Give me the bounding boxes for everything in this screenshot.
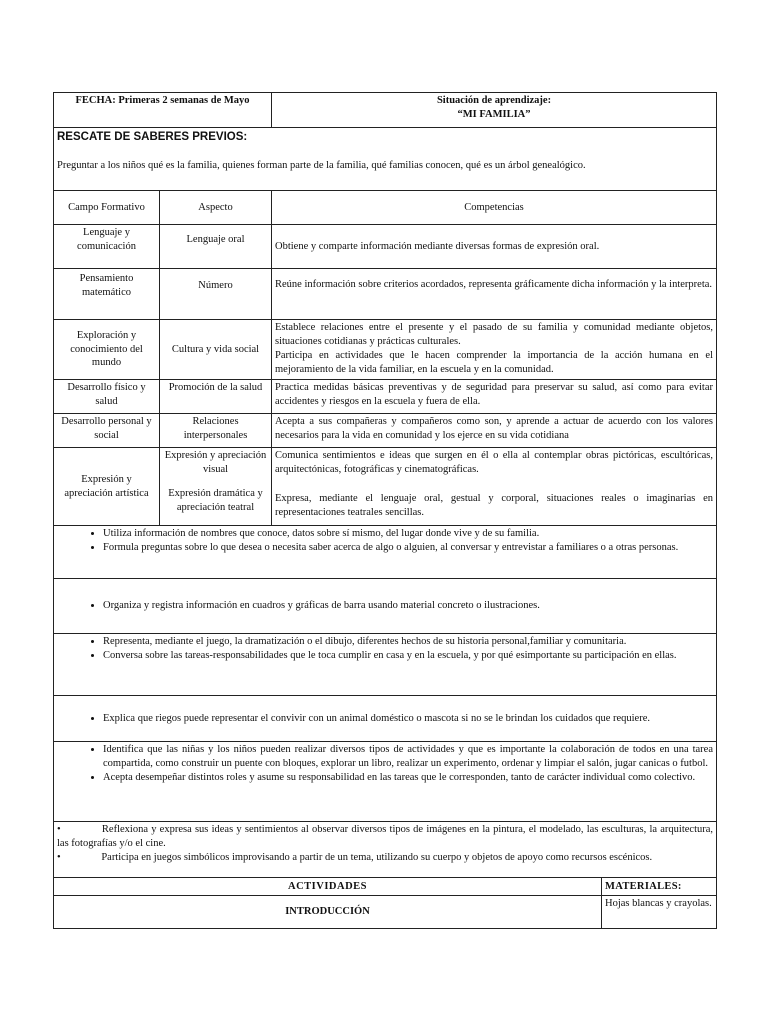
aprendizajes-personal: [54, 742, 717, 822]
row-artistica: [54, 448, 717, 526]
rescate-text: Preguntar a los niños qué es la familia, quienes forman parte de la familia, qué familias conocen, qué es un árbol genealógico.: [57, 160, 586, 172]
bullet-glyph: •: [57, 824, 61, 835]
aspecto-salud: Promoción de la salud: [160, 380, 272, 414]
row-salud: [54, 380, 717, 414]
campo-lenguaje: Lenguaje y comunicación: [54, 225, 160, 269]
aprendizajes-pensamiento-row: [54, 579, 717, 634]
introduccion-row: [54, 896, 717, 929]
actividades-header: ACTIVIDADES: [54, 878, 602, 896]
list-item: • Identifica que las niñas y los niños pueden realizar diversos tipos de actividades y que es importante la colaboración de todos en una tarea compartida, como construir un puente con bloques, explorar un libro, realizar un experimento, ordenar y limpiar el salón, jugar canicas o futbol.: [103, 743, 713, 771]
aprendizajes-lenguaje: [54, 526, 717, 579]
actividades-header-row: [54, 878, 717, 896]
situacion-title: “MI FAMILIA”: [457, 108, 531, 120]
aspecto-lenguaje: Lenguaje oral: [160, 225, 272, 269]
aspecto-header: Aspecto: [160, 191, 272, 225]
aprendizajes-lenguaje-row: [54, 526, 717, 579]
row-pensamiento: [54, 269, 717, 320]
planning-sheet: [53, 92, 716, 929]
list-item: • Participa en juegos simbólicos improvisando a partir de un tema, utilizando su cuerpo y objetos de apoyo como recursos escénicos.: [57, 851, 653, 863]
aspecto-artistica-1: Expresión y apreciación visual: [164, 450, 267, 475]
competencia-exploracion: [272, 320, 717, 380]
competencia-pensamiento: Reúne información sobre criterios acordados, representa gráficamente dicha información y la interpreta.: [272, 269, 717, 320]
header-row: [54, 93, 717, 128]
aprendizajes-personal-list: [57, 743, 713, 785]
list-item: • Conversa sobre las tareas-responsabilidades que le toca cumplir en casa y en la escuela, y por qué esimportante su participación en ellas.: [103, 649, 713, 663]
aprendizajes-pensamiento: [54, 579, 717, 634]
list-item: • Explica que riegos puede representar el convivir con un animal doméstico o mascota si no se le brindan los cuidados que requiere.: [103, 712, 713, 726]
aprendizajes-salud-list: [57, 712, 713, 726]
row-lenguaje: [54, 225, 717, 269]
rescate-row: [54, 128, 717, 191]
competencia-artistica-1: Comunica sentimientos e ideas que surgen en él o ella al contemplar obras pictóricas, escultóricas, arquitectónicas, fotográficas y cinematográficas.: [275, 450, 714, 475]
aspecto-artistica: [160, 448, 272, 526]
aspecto-personal: Relaciones interpersonales: [160, 414, 272, 448]
competencias-header-row: [54, 191, 717, 225]
fecha-text: FECHA: Primeras 2 semanas de Mayo: [75, 95, 250, 106]
introduccion-cell: INTRODUCCIÓN: [54, 896, 602, 929]
aprendizajes-artistica-row: [54, 822, 717, 878]
aprendizajes-salud: [54, 696, 717, 742]
competencia-exploracion-1: Establece relaciones entre el presente y el pasado de su familia y comunidad mediante objetos, situaciones cotidianas y prácticas culturales.: [275, 322, 714, 347]
row-personal: [54, 414, 717, 448]
list-item: • Representa, mediante el juego, la dramatización o el dibujo, diferentes hechos de su historia personal,familiar y comunitaria.: [103, 635, 713, 649]
fecha-cell: [54, 93, 272, 128]
situacion-cell: [272, 93, 717, 128]
campo-pensamiento: Pensamiento matemático: [54, 269, 160, 320]
situacion-label: Situación de aprendizaje:: [436, 95, 552, 106]
aprendizajes-personal-row: [54, 742, 717, 822]
materiales-header: MATERIALES:: [602, 878, 717, 896]
competencia-exploracion-2: Participa en actividades que le hacen comprender la importancia de la acción humana en el mejoramiento de la vida familiar, en la escuela y en la comunidad.: [275, 349, 714, 375]
competencia-lenguaje: Obtiene y comparte información mediante diversas formas de expresión oral.: [272, 225, 717, 269]
campo-personal: Desarrollo personal y social: [54, 414, 160, 448]
list-item: • Acepta desempeñar distintos roles y asume su responsabilidad en las tareas que le corresponden, tanto de carácter individual como colectivo.: [103, 771, 713, 785]
list-item: • Formula preguntas sobre lo que desea o necesita saber acerca de algo o alguien, al conversar y entrevistar a familiares o a otras personas.: [103, 541, 713, 555]
campo-exploracion: Exploración y conocimiento del mundo: [54, 320, 160, 380]
aprendizajes-salud-row: [54, 696, 717, 742]
aspecto-exploracion: Cultura y vida social: [160, 320, 272, 380]
planning-table: [53, 92, 717, 929]
list-item: • Reflexiona y expresa sus ideas y sentimientos al observar diversos tipos de imágenes en la pintura, el modelado, las esculturas, la arquitectura, las fotografías y/o el cine.: [57, 824, 714, 849]
competencia-artistica: [272, 448, 717, 526]
aspecto-artistica-2: Expresión dramática y apreciación teatral: [168, 487, 263, 513]
materiales-cell: Hojas blancas y crayolas.: [602, 896, 717, 929]
aprendizajes-lenguaje-list: [57, 527, 713, 555]
aprendizajes-exploracion-list: [57, 635, 713, 663]
competencia-personal: Acepta a sus compañeras y compañeros como son, y aprende a actuar de acuerdo con los valores necesarios para la vida en comunidad y los ejerce en su vida cotidiana: [272, 414, 717, 448]
rescate-title: RESCATE DE SABERES PREVIOS:: [57, 131, 248, 143]
list-item: • Organiza y registra información en cuadros y gráficas de barra usando material concreto o ilustraciones.: [103, 599, 713, 613]
competencia-salud: Practica medidas básicas preventivas y de seguridad para preservar su salud, así como para evitar accidentes y riesgos en la escuela y fuera de ella.: [272, 380, 717, 414]
row-exploracion: [54, 320, 717, 380]
campo-header: Campo Formativo: [54, 191, 160, 225]
aprendizajes-exploracion: [54, 634, 717, 696]
aprendizajes-artistica: [54, 822, 717, 878]
rescate-cell: [54, 128, 717, 191]
campo-artistica: Expresión y apreciación artística: [54, 448, 160, 526]
competencias-header: Competencias: [272, 191, 717, 225]
aprendizajes-pensamiento-list: [57, 599, 713, 613]
aprendizajes-exploracion-row: [54, 634, 717, 696]
aspecto-pensamiento: Número: [160, 269, 272, 320]
competencia-artistica-2: Expresa, mediante el lenguaje oral, gestual y corporal, situaciones reales o imaginarias en representaciones teatrales sencillas.: [275, 492, 714, 518]
bullet-glyph: •: [57, 851, 61, 863]
campo-salud: Desarrollo físico y salud: [54, 380, 160, 414]
list-item: • Utiliza información de nombres que conoce, datos sobre sí mismo, del lugar donde vive y de su familia.: [103, 527, 713, 541]
